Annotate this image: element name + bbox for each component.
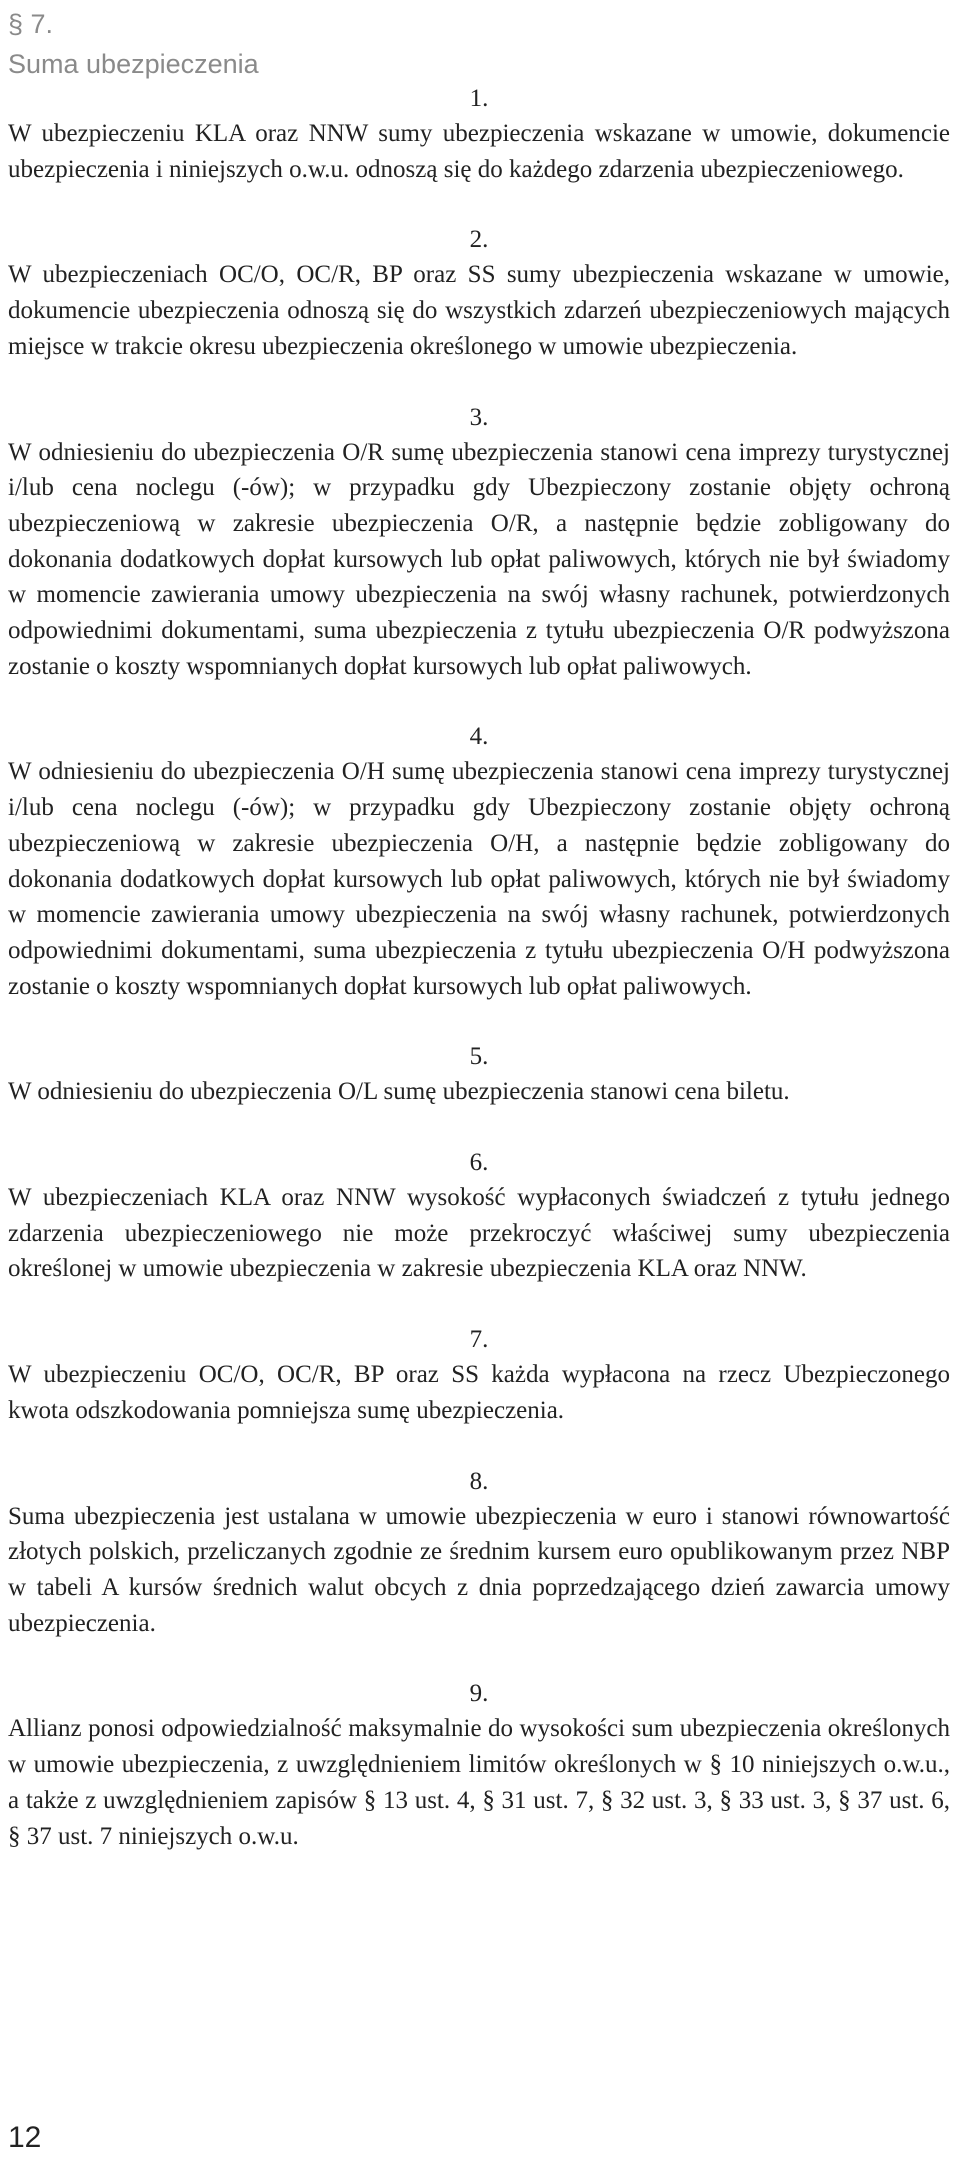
clause-text: Allianz ponosi odpowiedzialność maksymalnie do wysokości sum ubezpieczenia określonych w umowie ubezpieczenia, z uwzględnieniem limitów określonych w § 10 niniejszych o.w.u., a także z uwzględnieniem zapisów § 13 ust. 4, § 31 ust. 7, § 32 ust. 3, § 33 ust. 3, § 37 ust. 6, § 37 ust. 7 niniejszych o.w.u. xyxy=(8,1715,950,1850)
clause-number: 6. xyxy=(469,1149,489,1177)
clause-3 xyxy=(8,401,950,685)
clause-text: W odniesieniu do ubezpieczenia O/H sumę ubezpieczenia stanowi cena imprezy turystycznej i/lub cena noclegu (-ów); w przypadku gdy Ubezpieczony zostanie objęty ochroną ubezpieczeniową w zakresie ubezpieczenia O/H, a następnie będzie zobligowany do dokonania dodatkowych dopłat kursowych lub opłat paliwowych, których nie był świadomy w momencie zawierania umowy ubezpieczenia na swój własny rachunek, potwierdzonych odpowiednimi dokumentami, suma ubezpieczenia z tytułu ubezpieczenia O/H podwyższona zostanie o koszty wspomnianych dopłat kursowych lub opłat paliwowych. xyxy=(8,758,950,1000)
clause-number: 9. xyxy=(469,1680,489,1708)
clause-4 xyxy=(8,720,950,1004)
section-title: Suma ubezpieczenia xyxy=(8,49,259,79)
clause-text: W ubezpieczeniu KLA oraz NNW sumy ubezpieczenia wskazane w umowie, dokumencie ubezpieczenia i niniejszych o.w.u. odnoszą się do każdego zdarzenia ubezpieczeniowego. xyxy=(8,120,950,183)
clause-text: Suma ubezpieczenia jest ustalana w umowie ubezpieczenia w euro i stanowi równowartość złotych polskich, przeliczanych zgodnie ze średnim kursem euro opublikowanym przez NBP w tabeli A kursów średnich walut obcych z dnia poprzedzającego dzień zawarcia umowy ubezpieczenia. xyxy=(8,1502,950,1637)
document-page xyxy=(8,0,950,1890)
clause-8 xyxy=(8,1465,950,1642)
clause-number: 5. xyxy=(469,1043,489,1071)
clause-number: 3. xyxy=(469,403,489,431)
clause-5 xyxy=(8,1040,950,1110)
clause-text: W odniesieniu do ubezpieczenia O/R sumę ubezpieczenia stanowi cena imprezy turystycznej i/lub cena noclegu (-ów); w przypadku gdy Ubezpieczony zostanie objęty ochroną ubezpieczeniową w zakresie ubezpieczenia O/R, a następnie będzie zobligowany do dokonania dodatkowych dopłat kursowych lub opłat paliwowych, których nie był świadomy w momencie zawierania umowy ubezpieczenia na swój własny rachunek, potwierdzonych odpowiednimi dokumentami, suma ubezpieczenia z tytułu ubezpieczenia O/R podwyższona zostanie o koszty wspomnianych dopłat kursowych lub opłat paliwowych. xyxy=(8,438,950,680)
section-number: § 7. xyxy=(8,9,54,39)
clause-number: 7. xyxy=(469,1326,489,1354)
clause-6 xyxy=(8,1146,950,1287)
clause-number: 4. xyxy=(469,723,489,751)
clause-2 xyxy=(8,223,950,364)
clause-9 xyxy=(8,1677,950,1854)
clause-text: W odniesieniu do ubezpieczenia O/L sumę ubezpieczenia stanowi cena biletu. xyxy=(8,1078,790,1106)
clause-1 xyxy=(8,82,950,187)
clause-number: 2. xyxy=(469,226,489,254)
clause-text: W ubezpieczeniach KLA oraz NNW wysokość wypłaconych świadczeń z tytułu jednego zdarzenia ubezpieczeniowego nie może przekroczyć właściwej sumy ubezpieczenia określonej w umowie ubezpieczenia w zakresie ubezpieczenia KLA oraz NNW. xyxy=(8,1184,950,1283)
clause-number: 8. xyxy=(469,1467,489,1495)
clause-text: W ubezpieczeniach OC/O, OC/R, BP oraz SS sumy ubezpieczenia wskazane w umowie, dokumencie ubezpieczenia odnoszą się do wszystkich zdarzeń ubezpieczeniowych mających miejsce w trakcie okresu ubezpieczenia określonego w umowie ubezpieczenia. xyxy=(8,261,950,360)
clause-7 xyxy=(8,1323,950,1428)
clause-number: 1. xyxy=(469,85,489,112)
page-number: 12 xyxy=(8,2121,42,2154)
clause-text: W ubezpieczeniu OC/O, OC/R, BP oraz SS każda wypłacona na rzecz Ubezpieczonego kwota odszkodowania pomniejsza sumę ubezpieczenia. xyxy=(8,1361,950,1424)
